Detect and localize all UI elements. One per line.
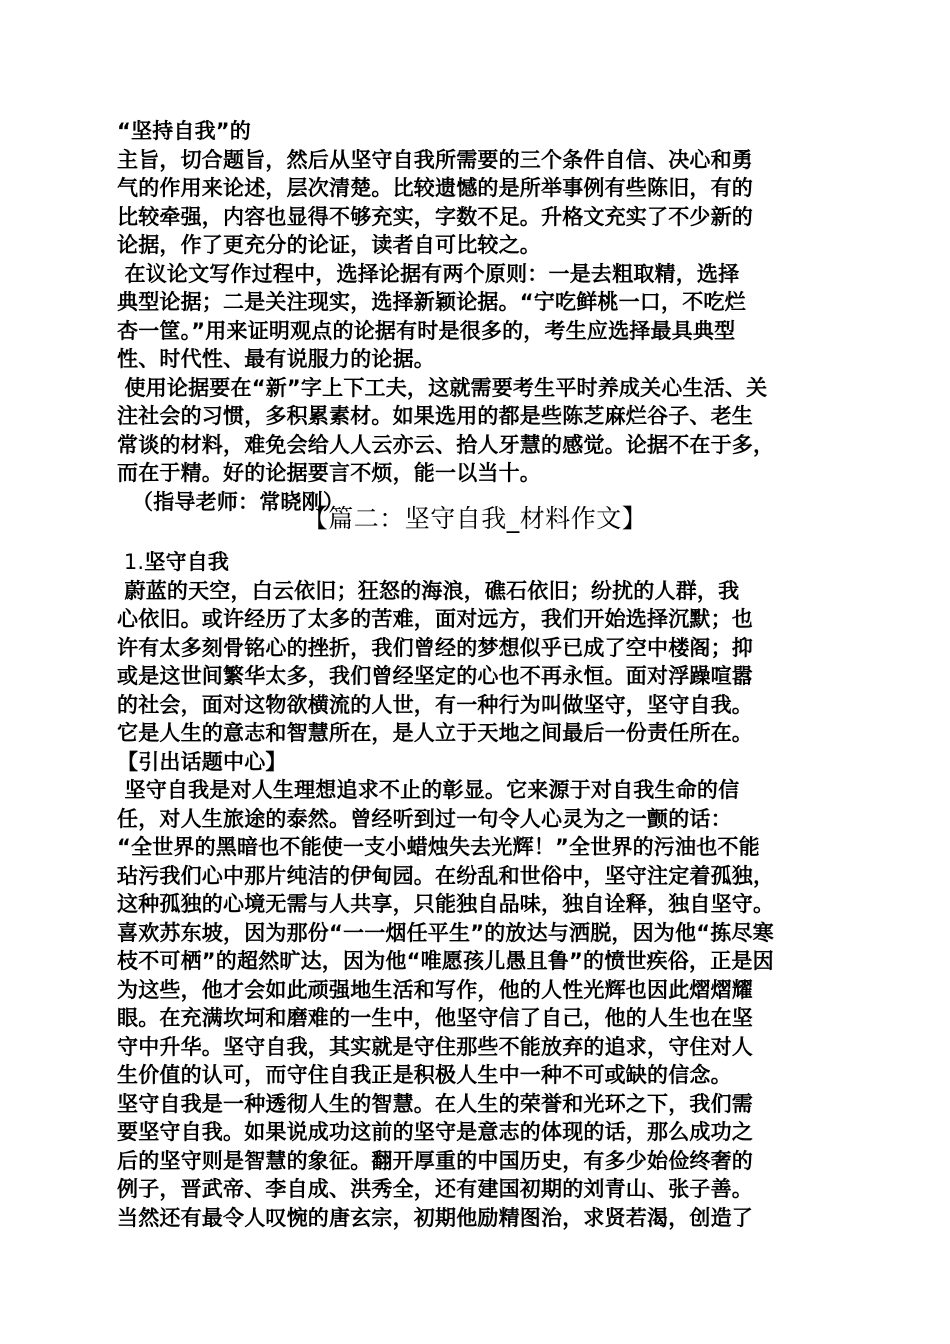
- text-line: 坚守自我是对人生理想追求不止的彰显。它来源于对自我生命的信: [117, 778, 740, 802]
- section-heading: 【篇二：坚守自我_材料作文】: [302, 504, 648, 533]
- item-title: 坚守自我: [144, 550, 230, 574]
- text-line: 坚守自我是一种透彻人生的智慧。在人生的荣誉和光环之下，我们需: [117, 1091, 753, 1116]
- text-line: 性、时代性、最有说服力的论据。: [117, 347, 435, 371]
- text-line: 枝不可栖”的超然旷达，因为他“唯愿孩儿愚且鲁”的愤世疾俗，正是因: [117, 949, 774, 973]
- text-line: 后的坚守则是智慧的象征。翻开厚重的中国历史，有多少始俭终奢的: [117, 1148, 753, 1173]
- text-line: 生价值的认可，而守住自我正是积极人生中一种不可或缺的信念。: [117, 1063, 732, 1087]
- text-line: 的社会，面对这物欲横流的人世，有一种行为叫做坚守，坚守自我。: [117, 692, 753, 717]
- text-line: 注社会的习惯，多积累素材。如果选用的都是些陈芝麻烂谷子、老生: [117, 404, 753, 428]
- text-line: 主旨，切合题旨，然后从坚守自我所需要的三个条件自信、决心和勇: [117, 147, 753, 172]
- item-number: 1.: [117, 550, 145, 574]
- text-line: 杏一筐。”用来证明观点的论据有时是很多的，考生应选择最具典型: [117, 318, 736, 343]
- text-line: 而在于精。好的论据要言不烦，能一以当十。: [117, 461, 541, 485]
- text-line: “坚持自我”的: [117, 119, 252, 143]
- text-line: 眼。在充满坎坷和磨难的一生中，他坚守信了自己，他的人生也在坚: [117, 1006, 753, 1030]
- text-line: 许有太多刻骨铭心的挫折，我们曾经的梦想似乎已成了空中楼阁；抑: [117, 635, 753, 660]
- text-line: 为这些，他才会如此顽强地生活和写作，他的人性光辉也因此熠熠耀: [117, 977, 753, 1002]
- commentary-section: [117, 117, 847, 516]
- text-line: 喜欢苏东坡，因为那份“一一烟任平生”的放达与洒脱，因为他“拣尽寒: [117, 920, 774, 945]
- teacher-credit: （指导老师：常晓刚）: [117, 489, 345, 514]
- text-line: 在议论文写作过程中，选择论据有两个原则：一是去粗取精，选择: [117, 261, 740, 286]
- text-line: 当然还有最令人叹惋的唐玄宗，初期他励精图治，求贤若渴，创造了: [117, 1205, 753, 1230]
- text-line: 气的作用来论述，层次清楚。比较遗憾的是所举事例有些陈旧，有的: [117, 176, 753, 200]
- essay-section: [117, 548, 847, 1232]
- text-line: 它是人生的意志和智慧所在，是人立于天地之间最后一份责任所在。: [117, 721, 753, 745]
- text-line: 常谈的材料，难免会给人人云亦云、拾人牙慧的感觉。论据不在于多，: [117, 432, 775, 457]
- text-line: 或是这世间繁华太多，我们曾经坚定的心也不再永恒。面对浮躁喧嚣: [117, 664, 753, 688]
- text-line: 论据，作了更充分的论证，读者自可比较之。: [117, 233, 541, 257]
- text-line: 心依旧。或许经历了太多的苦难，面对远方，我们开始选择沉默；也: [117, 607, 753, 631]
- text-line: 比较牵强，内容也显得不够充实，字数不足。升格文充实了不少新的: [117, 204, 753, 229]
- text-line: “全世界的黑暗也不能使一支小蜡烛失去光辉！”全世界的污油也不能: [117, 835, 760, 859]
- text-line: 这种孤独的心境无需与人共享，只能独自品味，独自诠释，独自坚守。: [117, 892, 775, 916]
- text-line: 例子，晋武帝、李自成、洪秀全，还有建国初期的刘青山、张子善。: [117, 1177, 753, 1201]
- text-line: 使用论据要在“新”字上下工夫，这就需要考生平时养成关心生活、关: [117, 375, 768, 400]
- text-line: 守中升华。坚守自我，其实就是守住那些不能放弃的追求，守住对人: [117, 1034, 753, 1059]
- text-line: 要坚守自我。如果说成功这前的坚守是意志的体现的话，那么成功之: [117, 1120, 753, 1144]
- text-line: 任，对人生旅途的泰然。曾经听到过一句令人心灵为之一颤的话：: [117, 806, 732, 831]
- text-line: 玷污我们心中那片纯洁的伊甸园。在纷乱和世俗中，坚守注定着孤独，: [117, 863, 775, 888]
- text-line: 蔚蓝的天空，白云依旧；狂怒的海浪，礁石依旧；纷扰的人群，我: [117, 578, 740, 603]
- essay-title: [117, 548, 847, 577]
- topic-marker: 【引出话题中心】: [117, 749, 287, 774]
- text-line: 典型论据；二是关注现实，选择新颖论据。“宁吃鲜桃一口，不吃烂: [117, 290, 746, 314]
